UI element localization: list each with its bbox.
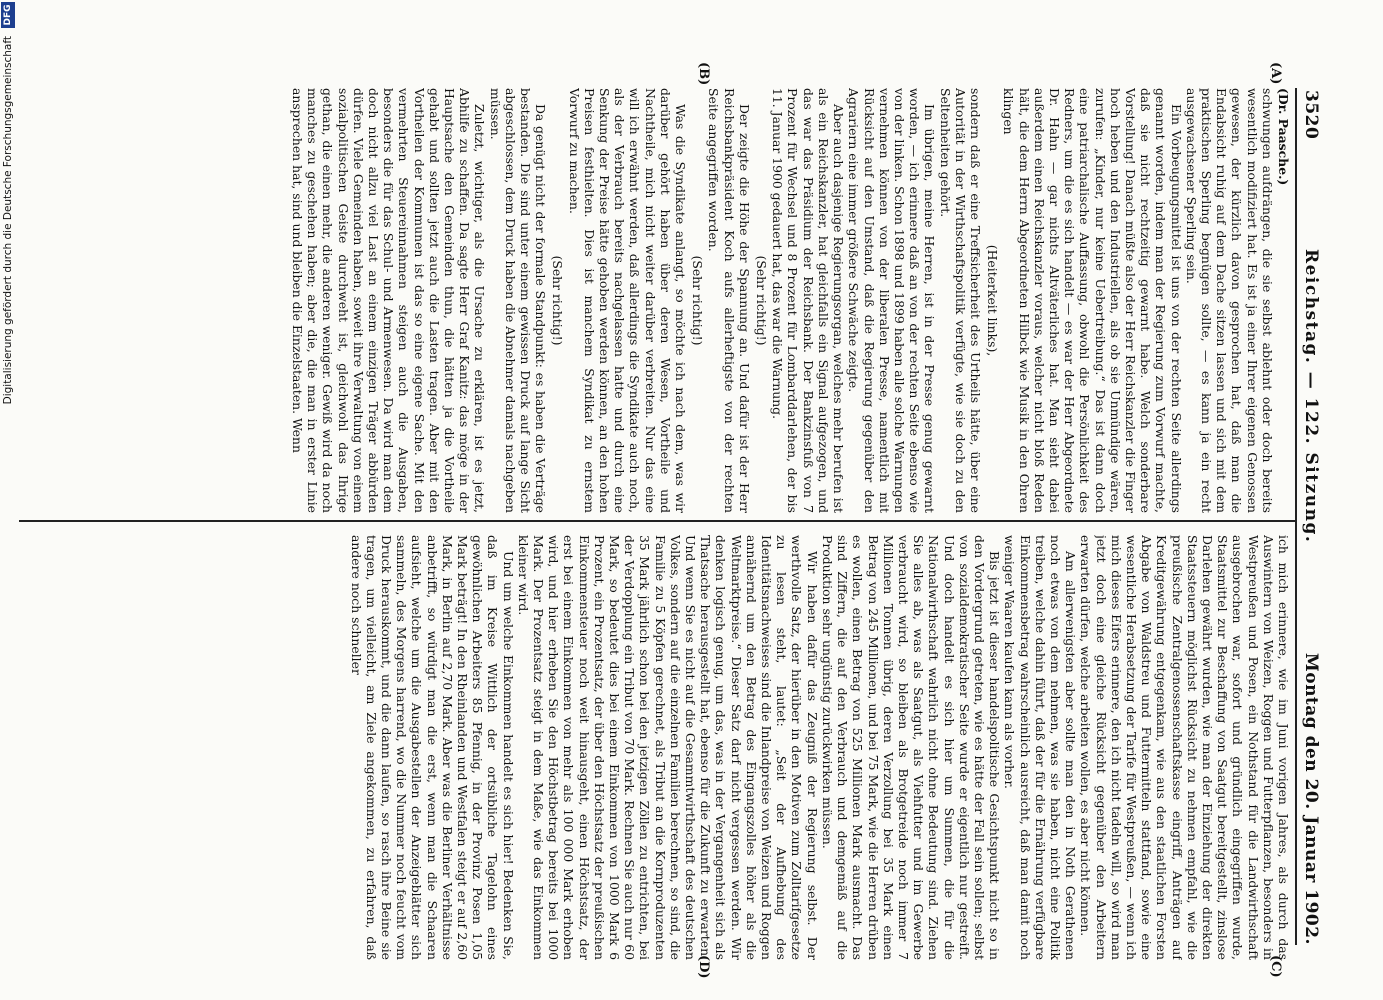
margin-marker-c: (C)	[1268, 955, 1283, 978]
paragraph: Im übrigen, meine Herren, ist in der Presse genug gewarnt worden, — ich erinnere daß an von der rechten Seite ebenso wie von der linken. Schon 1898 und 1899 haben alle solche Warnungen vernehmen können von der liberalen Presse, namentlich mit Rücksicht auf den Umstand, daß die Regierung gegenüber den Agrariern eine immer größere Schwäche zeigte.	[846, 88, 938, 513]
header-rule	[1296, 88, 1298, 945]
interjection: (Heiterkeit links),	[985, 244, 1001, 357]
paragraph: Am allerwenigsten aber sollte man den in Noth Gerathenen noch etwas von dem nehmen, was sie haben, nicht eine Politik treiben, welche dahin führt, daß der für die Ernährung verfügbare Einkommensbetrag wahrscheinlich ausreicht, daß man damit noch weniger Waaren kaufen kann als vorher.	[1002, 535, 1079, 960]
paragraph: Aber auch dasjenige Regierungsorgan, welches mehr berufen ist als ein Reichskanzler, hat gleichfalls ein Signal aufgezogen, und das war das Präsidium der Reichsbank. Der Bankzinsfuß von 7 Prozent für Wechsel und 8 Prozent für Lombarddarlehen, der bis 11. Januar 1900 gedauert hat, das war die Warnung.	[770, 88, 847, 513]
dfg-logo: DFG	[1, 2, 15, 28]
interjection: (Sehr richtig!)	[754, 255, 770, 346]
paragraph: Wir haben dafür das Zeugniß der Regierung selbst. Der werthvolle Satz, der hierüber in den Motiven zum Zolltarifgesetze zu lesen steht, lautet: „Seit der Aufhebung des Identitätsnachweises sind die Inlandpreise von Weizen und Roggen annähernd um den Betrag des Eingangszolles höher als die Weltmarktpreise.“ Dieser Satz darf nicht vergessen werden. Wir denken logisch genug, um das, was in der Vergangenheit sich als Thatsache herausgestellt hat, ebenso für die Zukunft zu erwarten. Und wenn Sie es nicht auf die Gesammtwirthschaft des deutschen Volkes, sondern auf die einzelnen Familien berechnen, so sind, die Familie zu 5 Köpfen gerechnet, als Tribut an die Kornproduzenten 35 Mark jährlich schon bei den jetzigen Zöllen zu entrichten, bei der Verdopplung ein Tribut von 70 Mark. Rechnen Sie auch nur 60 Mark, so bedeutet dies bei einem Einkommen von 1000 Mark 6 Prozent, ein Prozentsatz, der über den Höchstsatz der preußischen Einkommensteuer noch weit hinausgeht, einen Höchstsatz, der erst bei einem Einkommen von mehr als 100 000 Mark erhoben wird, und hier erheben Sie den Höchstbetrag bereits bei 1000 Mark. Der Prozentsatz steigt in dem Maße, wie das Einkommen kleiner wird.	[515, 535, 820, 960]
interjection: (Sehr richtig!)	[550, 255, 566, 346]
digitization-credit	[0, 0, 16, 1000]
left-column	[23, 88, 1291, 513]
paragraph: ich mich erinnere, wie im Juni vorigen Jahres, als durch das Auswintern von Weizen, Roggen und Futterpflanzen, besonders in Westpreußen und Posen, ein Nothstand für die Landwirthschaft ausgebrochen war, sofort und gründlich eingegriffen wurde, Staatsmittel zur Beschaffung von Saatgut bereitgestellt, zinslose Darlehen gewährt wurden, wie man der Einziehung der direkten Staatssteuern möglichst Rücksicht zu nehmen empfahl, wie die preußische Zentralgenossenschaftskasse eingriff, Anträgen auf Kreditgewährung entgegenkam, wie aus den staatlichen Forsten Abgabe von Waldstreu und Futtermitteln stattfand, sowie eine wesentliche Herabsetzung der Tarife für Westpreußen, — wenn ich mich dieses Eifers erinnere, den ich nicht tadeln will, so wird man jetzt doch eine gleiche Rücksicht gegenüber den Arbeitern erwarten dürfen, welche arbeiten wollen, es aber nicht können.	[1078, 535, 1291, 960]
paragraph: Zuletzt, wichtiger, als die Ursache zu erklären, ist es jetzt, Abhilfe zu schaffen. Da sagte Herr Graf Kanitz: das möge in der Hauptsache den Gemeinden thun, die hätten ja die Vortheile gehabt und sollten jetzt auch die Lasten tragen. Aber mit den Vortheilen der Kommunen ist das so eine eigene Sache. Mit den vermehrten Steuereinnahmen steigen auch die Ausgaben, besonders die für das Schul- und Armenwesen. Da wird man dem doch nicht allzu viel Last an einem einzigen Träger abbürden dürfen. Viele Gemeinden haben, soweit ihre Verwaltung von einem sozialpolitischen Geiste durchweht ist, gleichwohl das Ihrige gethan, die einen mehr, die anderen weniger. Gewiß wird da noch manches zu geschehen haben; aber die, die man in erster Linie ansprechen hat, sind und bleiben die Einzelstaaten. Wenn	[290, 88, 488, 513]
page-number: 3520	[1301, 90, 1321, 140]
right-column	[23, 535, 1291, 960]
margin-marker-a: (A)	[1268, 62, 1283, 85]
paragraph: Der zeigte die Höhe der Spannung an. Und dafür ist der Herr Reichsbankpräsident Koch aufs allerheftigste von der rechten Seite angegriffen worden.	[706, 88, 752, 513]
paragraph: Bis jetzt ist dieser handelspolitische Gesichtspunkt nicht so in den Vordergrund getreten, wie es hätte der Fall sein sollen; selbst von sozialdemokratischer Seite wurde er eigentlich nur gestreift. Und doch handelt es sich hier um Summen, die für die Nationalwirthschaft wahrlich nicht ohne Bedeutung sind. Ziehen Sie alles ab, was als Saatgut, als Viehfutter und im Gewerbe verbraucht wird, so bleiben als Brotgetreide noch immer 7 Millionen Tonnen übrig, deren Verzollung bei 35 Mark einen Betrag von 245 Millionen, und bei 75 Mark, wie die Herren drüben es wollen, einen Betrag von 525 Millionen Mark ausmacht. Das sind Ziffern, die auf den Verbrauch und demgemäß auf die Produktion sehr ungünstig zurückwirken müssen.	[819, 535, 1003, 960]
column-divider	[19, 520, 1297, 522]
page-header	[1299, 90, 1321, 945]
paragraph: sondern daß er eine Treffsicherheit des Urtheils hätte, über eine Autorität in der Wirthschaftspolitik verfügte, wie sie doch zu den Seltenheiten gehört.	[937, 88, 983, 513]
session-date: Montag den 20. Januar 1902.	[1301, 652, 1321, 945]
interjection: (Sehr richtig!)	[690, 255, 706, 346]
paragraph: Und um welche Einkommen handelt es sich hier! Bedenken Sie, daß im Kreise Wittlich der ortsübliche Tagelohn eines gewöhnlichen Arbeiters 85 Pfennig, in der Provinz Posen 1,05 Mark beträgt! In den Rheinlanden und Westfalen steigt er auf 2,60 Mark, in Berlin auf 2,70 Mark. Aber was die Berliner Verhältnisse anbetrifft, so würdigt man die erst, wenn man die Schaaren aufsieht, welche um die Ausgabestellen der Anzeigeblätter sich sammeln, des Morgens harrend, wo die Nummer noch feucht vom Druck herauskommt, und die dann laufen, so rasch ihre Beine sie tragen, um vielleicht, am Ziele angekommen, zu erfahren, daß andere noch schneller	[348, 535, 516, 960]
speaker-label: (Dr. Paasche.)	[1276, 88, 1291, 186]
paragraph: Was die Syndikate anlangt, so möchte ich nach dem, was wir darüber gehört haben über deren Wesen, Vortheile und Nachtheile, mich nicht weiter darüber verbreiten. Nur das eine will ich erwähnt werden, daß allerdings die Syndikate auch noch, als der Verbrauch bereits nachgelassen hatte und durch eine Senkung der Preise hätte gehoben werden können, an den hohen Preisen festhielten. Dies ist manchem Syndikat zu ernstem Vorwurf zu machen.	[566, 88, 689, 513]
margin-marker-b: (B)	[696, 62, 711, 86]
paragraph: Da genügt nicht der formale Standpunkt: es haben die Verträge bestanden. Die sind unter einem gewissen Druck auf lange Sicht abgeschlossen, dem Druck haben die Abnehmer damals nachgeben müssen.	[487, 88, 549, 513]
session-title: Reichstag. — 122. Sitzung.	[1301, 248, 1321, 544]
margin-marker-d: (D)	[696, 955, 711, 979]
paragraph: Ein Vorbeugungsmittel ist uns von der rechten Seite allerdings genannt worden, indem man der Regierung zum Vorwurf machte, daß sie nicht rechtzeitig gewarnt habe. Welch sonderbare Vorstellung! Danach müßte also der Herr Reichskanzler die Finger hoch heben und den Industriellen, als ob sie Unmündige wären, zurufen: „Kinder, nur keine Uebertreibung.“ Das ist dann doch eine patriarchalische Auffassung, obwohl die Persönlichkeit des Redners, um die es sich handelt — es war der Herr Abgeordnete Dr. Hahn — gar nichts Altväterliches hat. Man sieht dabei außerdem einen Reichskanzler voraus, welcher nicht bloß Reden hält, die dem Herrn Abgeordneten Hilbck wie Musik in den Ohren klingen	[1001, 88, 1184, 513]
credit-text: Digitalisierung gefördert durch die Deutsche Forschungsgemeinschaft	[2, 36, 14, 405]
paragraph: schwungen aufdrängen, die sie selbst ablehnt oder doch bereits wesentlich modifiziert hat. Es ist ja einer Ihrer eigenen Genossen gewesen, der kürzlich davon gesprochen hat, daß man die Endabsicht ruhig auf dem Dache sitzen lassen und sich mit dem praktischen Sperling begnügen sollte, — es kann ja ein recht ausgewachsener Sperling sein.	[1183, 88, 1275, 513]
